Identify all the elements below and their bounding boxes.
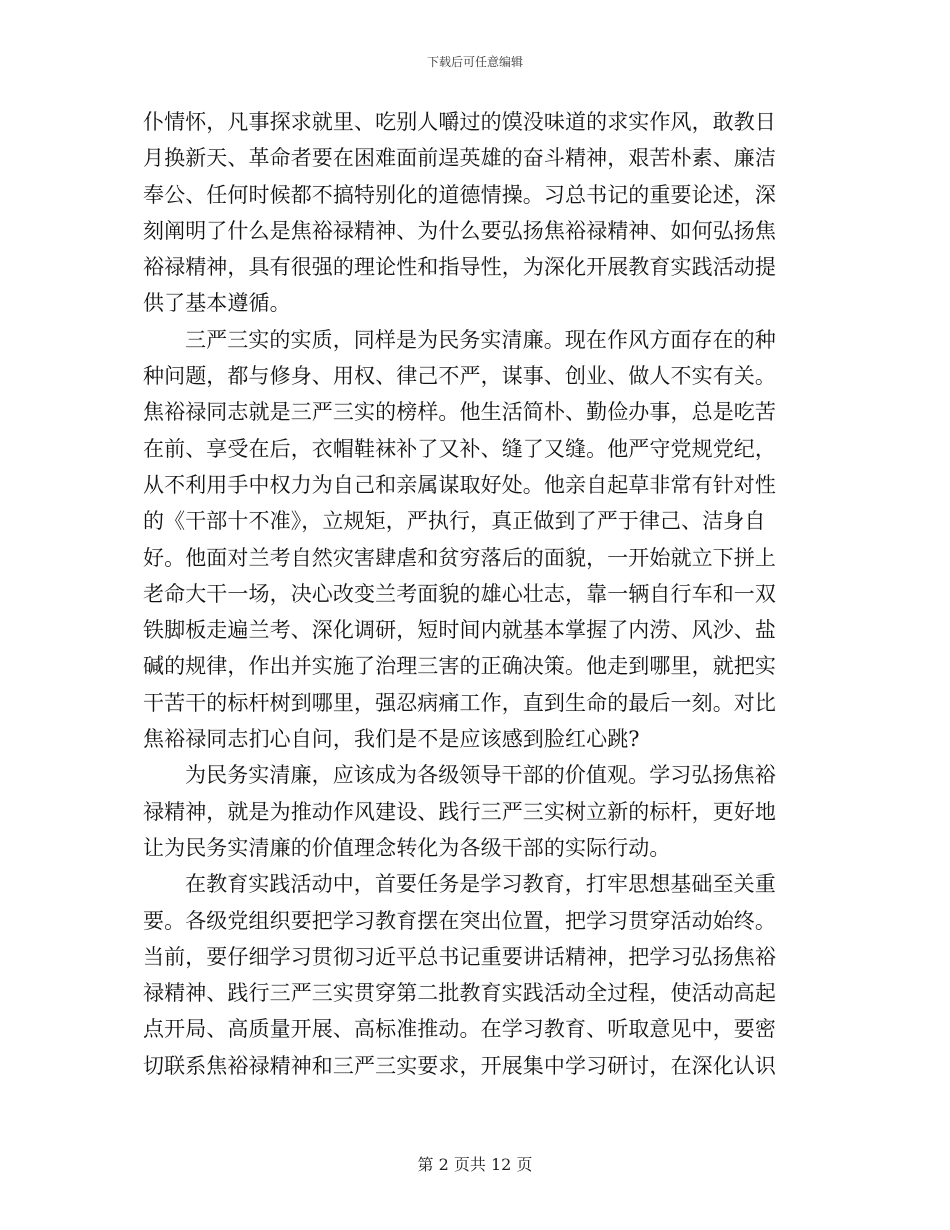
text-line: 要。各级党组织要把学习教育摆在突出位置，把学习贯穿活动始终。 [143,908,776,933]
text-line: 裕禄精神，具有很强的理论性和指导性，为深化开展教育实践活动提 [143,255,776,280]
text-line: 奉公、任何时候都不搞特别化的道德情操。习总书记的重要论述，深 [143,182,776,207]
text-line: 焦裕禄同志扪心自问，我们是不是应该感到脸红心跳? [143,727,640,752]
text-line: 仆情怀，凡事探求就里、吃别人嚼过的馍没味道的求实作风，敢教日 [143,110,776,134]
paragraph-first-line: 三严三实的实质，同样是为民务实清廉。现在作风方面存在的种 [185,327,776,352]
text-line: 铁脚板走遍兰考、深化调研，短时间内就基本掌握了内涝、风沙、盐 [143,618,776,643]
text-line: 干苦干的标杆树到哪里，强忍病痛工作，直到生命的最后一刻。对比 [143,690,776,715]
document-body [143,104,807,1084]
paragraph-first-line: 在教育实践活动中，首要任务是学习教育，打牢思想基础至关重 [185,872,776,897]
text-line: 种问题，都与修身、用权、律己不严，谋事、创业、做人不实有关。 [143,364,776,389]
text-line: 的《干部十不准》，立规矩，严执行，真正做到了严于律己、洁身自 [143,509,766,534]
text-line: 好。他面对兰考自然灾害肆虐和贫穷落后的面貌，一开始就立下拼上 [143,545,776,570]
text-line: 月换新天、革命者要在困难面前逞英雄的奋斗精神，艰苦朴素、廉洁 [143,146,776,171]
text-line: 老命大干一场，决心改变兰考面貌的雄心壮志，靠一辆自行车和一双 [143,581,776,606]
text-line: 切联系焦裕禄精神和三严三实要求，开展集中学习研讨，在深化认识 [143,1053,776,1078]
page-header: 下载后可任意编辑 [426,55,523,69]
text-line: 刻阐明了什么是焦裕禄精神、为什么要弘扬焦裕禄精神、如何弘扬焦 [143,218,776,243]
paragraph-first-line: 为民务实清廉，应该成为各级领导干部的价值观。学习弘扬焦裕 [185,763,776,788]
text-line: 让为民务实清廉的价值理念转化为各级干部的实际行动。 [143,835,671,860]
text-line: 禄精神，就是为推动作风建设、践行三严三实树立新的标杆，更好地 [143,799,776,824]
text-line: 焦裕禄同志就是三严三实的榜样。他生活简朴、勤俭办事，总是吃苦 [143,400,776,425]
text-line: 当前，要仔细学习贯彻习近平总书记重要讲话精神，把学习弘扬焦裕 [143,944,776,969]
page-number-footer: 第 2 页共 12 页 [417,1155,533,1174]
text-line: 供了基本遵循。 [143,291,291,316]
text-line: 禄精神、践行三严三实贯穿第二批教育实践活动全过程，使活动高起 [143,981,776,1006]
text-line: 点开局、高质量开展、高标准推动。在学习教育、听取意见中，要密 [143,1017,776,1042]
text-line: 从不利用手中权力为自己和亲属谋取好处。他亲自起草非常有针对性 [143,472,776,497]
text-line: 在前、享受在后，衣帽鞋袜补了又补、缝了又缝。他严守党规党纪， [143,436,776,461]
text-line: 碱的规律，作出并实施了治理三害的正确决策。他走到哪里，就把实 [143,654,776,679]
